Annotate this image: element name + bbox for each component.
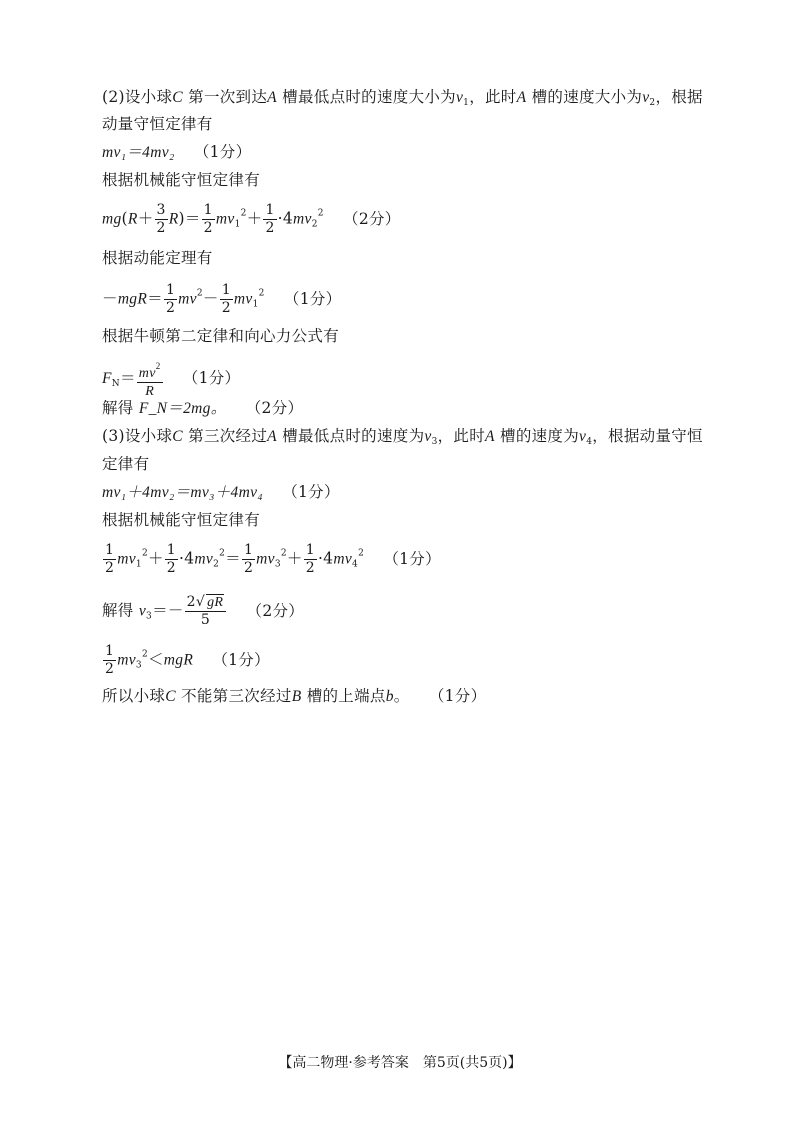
var-point-b: b xyxy=(385,688,394,705)
text: 所以小球 xyxy=(102,687,166,705)
text: ，此时 xyxy=(437,427,485,445)
text: 槽最低点时的速度为 xyxy=(282,427,425,445)
part3-eq-momentum xyxy=(102,482,340,503)
text: (2)设小球 xyxy=(102,88,173,106)
var-a: A xyxy=(267,428,277,445)
text: 槽最低点时的速度大小为 xyxy=(282,88,456,106)
score: （2分） xyxy=(343,209,401,228)
score: （2分） xyxy=(245,399,304,417)
var-b: B xyxy=(291,688,302,705)
sub: 4 xyxy=(586,437,593,447)
var-c: C xyxy=(172,89,183,106)
var-v2: v xyxy=(642,89,650,106)
sub: 1 xyxy=(463,98,470,108)
part2-solve xyxy=(102,398,303,419)
part2-eq-kinetic: －mgR＝ $\frac{1}{2}$ $mv^2-$ $\frac{1}{2}$ $mv_1^2$ （1分） xyxy=(102,282,342,316)
part3-intro-line1 xyxy=(102,426,703,452)
var-v4: v xyxy=(579,428,587,445)
part2-kinetic-heading: 根据动能定理有 xyxy=(102,249,213,267)
text: (3)设小球 xyxy=(102,427,173,445)
part3-solve: 解得 $v_3=-$ $\frac{2√ gR}{5}$ （2分） xyxy=(102,594,305,628)
part2-newton-heading: 根据牛顿第二定律和向心力公式有 xyxy=(102,327,340,345)
equation: mv₁＝4mv₂ xyxy=(102,144,175,161)
part2-intro-line1 xyxy=(102,87,703,113)
text: 槽的速度为 xyxy=(500,427,580,445)
part3-energy-heading: 根据机械能守恒定律有 xyxy=(102,511,261,529)
score: （1分） xyxy=(383,549,441,568)
part3-inequality: $\frac{1}{2}$ $mv_3^2<mgR$ （1分） xyxy=(105,643,270,677)
sub: 2 xyxy=(649,98,656,108)
text: ，此时 xyxy=(469,88,517,106)
score: （1分） xyxy=(182,369,241,387)
var-c: C xyxy=(172,428,183,445)
text: 槽的上端点 xyxy=(306,687,386,705)
equation: mv₁＋4mv₂＝mv₃＋4mv₄ xyxy=(102,484,263,501)
part2-eq-momentum xyxy=(102,142,251,163)
score: （1分） xyxy=(283,289,342,308)
part2-eq-newton: $F_N=$ $\frac{mv^2}{R}$ （1分） xyxy=(102,358,240,400)
var-a: A xyxy=(485,428,495,445)
part2-eq-energy: mg(R＋ $\frac{3}{2}$ R)＝ $\frac{1}{2}$ $mv_1^2+$ $\frac{1}{2}$ $\cdot 4mv_2^2$ （2分） xyxy=(102,202,401,236)
var-v3: v xyxy=(424,428,432,445)
text: 。 xyxy=(393,687,410,705)
part3-intro-line2: 定律有 xyxy=(102,455,150,473)
text: 解得 xyxy=(102,601,134,620)
score: （1分） xyxy=(193,143,252,161)
var-a: A xyxy=(267,89,277,106)
text: ，根据 xyxy=(655,88,703,106)
result: F_N＝2mg。 xyxy=(138,400,227,417)
page-footer: 【高二物理·参考答案 第5页(共5页)】 xyxy=(278,1055,522,1071)
text: 槽的速度大小为 xyxy=(531,88,643,106)
score: （1分） xyxy=(428,687,487,705)
score: （1分） xyxy=(212,650,270,669)
part3-conclusion xyxy=(102,686,486,707)
text: 第一次到达 xyxy=(188,88,268,106)
var-c: C xyxy=(165,688,176,705)
sub: 3 xyxy=(431,437,438,447)
part2-energy-heading: 根据机械能守恒定律有 xyxy=(102,171,261,189)
part3-eq-energy: $\frac{1}{2}$ $mv_1^2+$ $\frac{1}{2}$ $\cdot 4mv_2^2=$ $\frac{1}{2}$ $mv_3^2+$ $\frac{1}{2}$ $\cdot 4mv_4^2$ （1分） xyxy=(105,542,441,576)
score: （1分） xyxy=(282,483,340,501)
score: （2分） xyxy=(246,601,305,620)
text: ，根据动量守恒 xyxy=(592,427,703,445)
var-v1: v xyxy=(455,89,464,106)
text: 不能第三次经过 xyxy=(181,687,292,705)
text: 第三次经过 xyxy=(188,427,268,445)
var-a: A xyxy=(516,89,527,106)
part2-intro-line2: 动量守恒定律有 xyxy=(102,115,213,133)
text: 解得 xyxy=(102,399,134,417)
